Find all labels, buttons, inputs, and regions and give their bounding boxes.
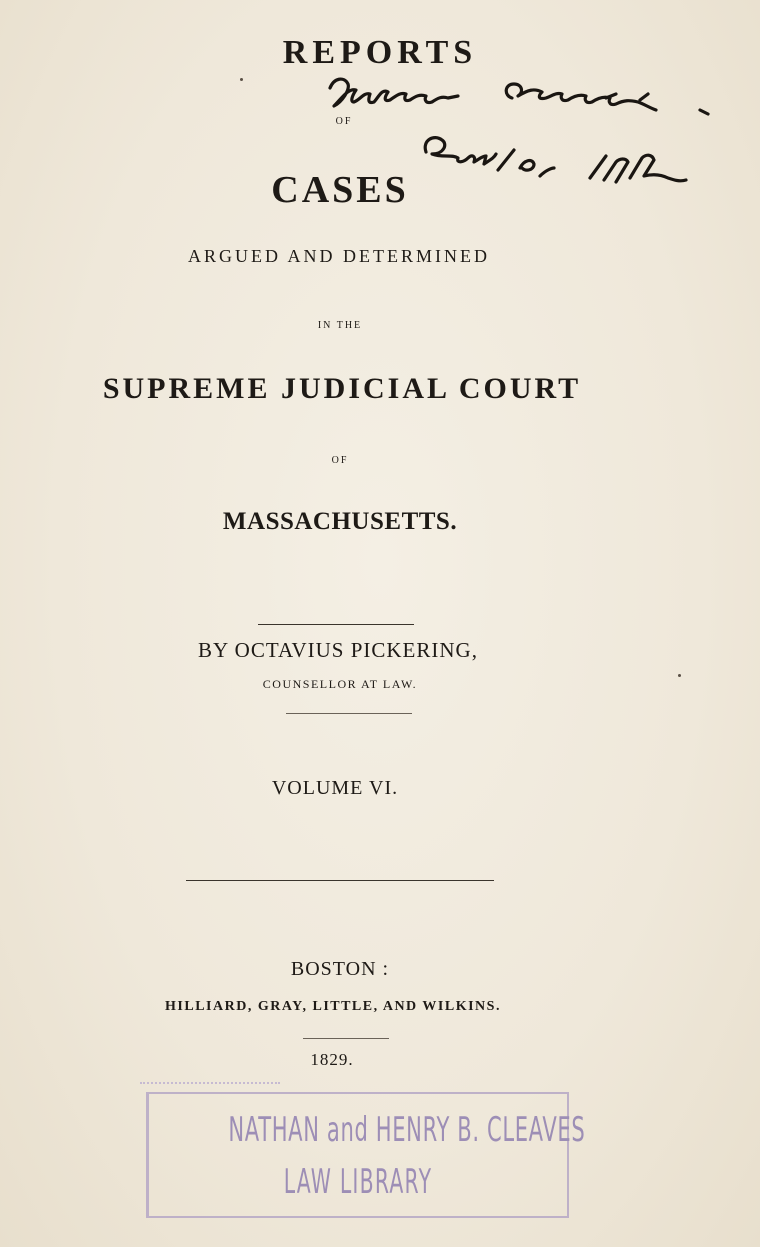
author-title: COUNSELLOR AT LAW. bbox=[262, 677, 418, 691]
stamp-line-2: LAW LIBRARY bbox=[283, 1162, 433, 1202]
ink-mark bbox=[678, 674, 681, 677]
argued-determined-line: ARGUED AND DETERMINED bbox=[188, 246, 490, 266]
of-label-1: OF bbox=[335, 116, 353, 127]
divider-rule-4 bbox=[303, 1038, 389, 1039]
handwritten-signature bbox=[0, 0, 760, 260]
stamp-line-1: NATHAN and HENRY B. CLEAVES bbox=[228, 1110, 586, 1150]
in-the-label: IN THE bbox=[317, 320, 363, 331]
publisher-line: HILLIARD, GRAY, LITTLE, AND WILKINS. bbox=[165, 999, 501, 1014]
of-label-2: OF bbox=[331, 455, 349, 466]
author-line: BY OCTAVIUS PICKERING, bbox=[198, 638, 478, 662]
divider-rule-3 bbox=[186, 880, 494, 881]
reports-heading: REPORTS bbox=[282, 34, 478, 71]
stamp-smudge bbox=[140, 1082, 280, 1084]
city-line: BOSTON : bbox=[290, 958, 390, 980]
court-name: SUPREME JUDICIAL COURT bbox=[102, 372, 582, 405]
divider-rule-1 bbox=[258, 624, 414, 625]
divider-rule-2 bbox=[286, 713, 412, 714]
library-stamp bbox=[146, 1092, 586, 1218]
publication-year: 1829. bbox=[310, 1050, 354, 1069]
cases-heading: CASES bbox=[271, 169, 409, 211]
volume-number: VOLUME VI. bbox=[271, 777, 399, 799]
state-name: MASSACHUSETTS. bbox=[222, 508, 458, 535]
ink-mark bbox=[240, 78, 243, 81]
